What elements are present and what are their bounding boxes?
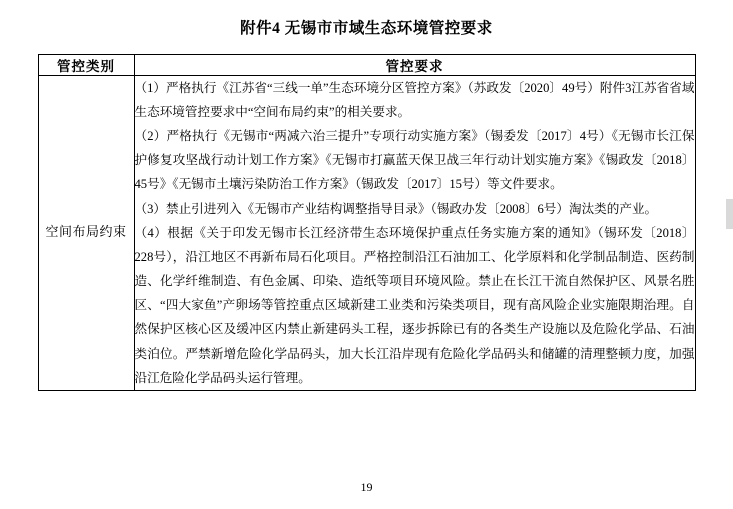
document-page <box>0 18 733 509</box>
scrollbar-thumb[interactable] <box>726 199 733 229</box>
page-number: 19 <box>360 480 373 494</box>
requirement-paragraph-2: （2）严格执行《无锡市“两减六治三提升”专项行动实施方案》（锡委发〔2017〕4号）《无锡市长江保护修复攻坚战行动计划工作方案》《无锡市打赢蓝天保卫战三年行动计划实施方案》《锡政发〔2018〕45号》《无锡市土壤污染防治工作方案》（锡政发〔2017〕15号）等文件要求。 <box>134 129 695 192</box>
cell-category: 空间布局约束 <box>38 75 134 390</box>
table-row <box>38 75 695 390</box>
table-container <box>38 54 696 391</box>
table-header-row <box>38 54 695 75</box>
page-title: 附件4 无锡市市域生态环境管控要求 <box>240 20 493 37</box>
cell-requirement <box>134 75 695 390</box>
header-category: 管控类别 <box>38 54 134 75</box>
header-requirement: 管控要求 <box>134 54 695 75</box>
requirement-paragraph-1: （1）严格执行《江苏省“三线一单”生态环境分区管控方案》（苏政发〔2020〕49号）附件3江苏省省域生态环境管控要求中“空间布局约束”的相关要求。 <box>134 80 695 119</box>
control-requirements-table <box>38 54 696 391</box>
requirement-paragraph-4: （4）根据《关于印发无锡市长江经济带生态环境保护重点任务实施方案的通知》（锡环发〔2018〕228号），沿江地区不再新布局石化项目。严格控制沿江石油加工、化学原料和化学制品制造、医药制造、化学纤维制造、有色金属、印染、造纸等项目环境风险。禁止在长江干流自然保护区、风景名胜区、“四大家鱼”产卵场等管控重点区域新建工业类和污染类项目，现有高风险企业实施限期治理。自然保护区核心区及缓冲区内禁止新建码头工程，逐步拆除已有的各类生产设施以及危险化学品、石油类泊位。严禁新增危险化学品码头，加大长江沿岸现有危险化学品码头和储罐的清理整顿力度，加强沿江危险化学品码头运行管理。 <box>134 225 695 385</box>
requirement-paragraph-3: （3）禁止引进列入《无锡市产业结构调整指导目录》（锡政办发〔2008〕6号）淘汰类的产业。 <box>134 201 658 216</box>
